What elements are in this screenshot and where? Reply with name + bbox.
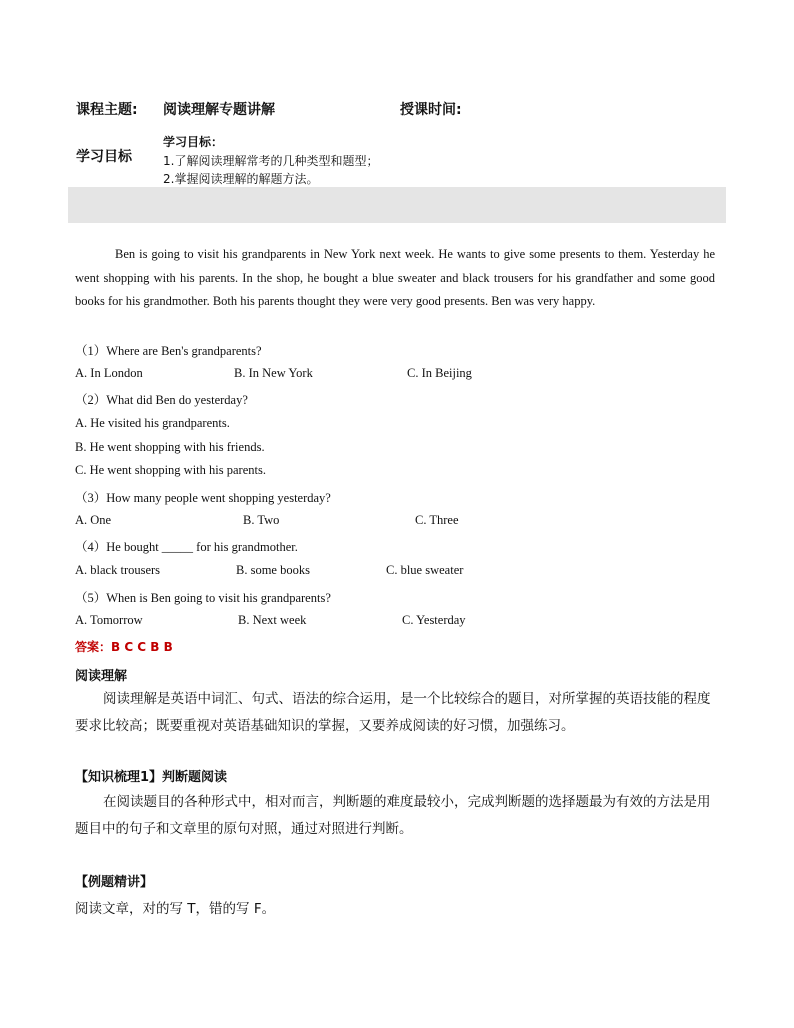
section-reading-body: 阅读理解是英语中词汇、句式、语法的综合运用，是一个比较综合的题目，对所掌握的英语技能的程度要求比较高；既要重视对英语基础知识的掌握，又要养成阅读的好习惯，加强练习。 [75,691,711,734]
question-1-option-b: B. In New York [234,366,313,380]
question-4-option-c: C. blue sweater [386,563,464,577]
header-divider-band [68,187,726,223]
question-5: （5）When is Ben going to visit his grandparents? [75,591,331,605]
section-reading-title: 阅读理解 [75,669,128,684]
course-topic-label: 课程主题: [76,102,138,118]
question-3: （3）How many people went shopping yesterday? [75,491,331,505]
question-5-option-c: C. Yesterday [402,613,466,627]
question-5-option-a: A. Tomorrow [75,613,143,627]
question-3-option-c: C. Three [415,513,459,527]
section-example-title: 【例题精讲】 [75,875,154,890]
section-example-instruction: 阅读文章，对的写 T，错的写 F。 [75,901,276,917]
section-knowledge-body: 在阅读题目的各种形式中，相对而言，判断题的难度最较小，完成判断题的选择题最为有效的方法是用题目中的句子和文章里的原句对照，通过对照进行判断。 [75,794,711,837]
question-1-option-c: C. In Beijing [407,366,472,380]
question-2-option-b: B. He went shopping with his friends. [75,440,265,454]
question-5-option-b: B. Next week [238,613,307,627]
learning-goal-1: 1.了解阅读理解常考的几种类型和题型； [163,154,379,168]
question-4-option-a: A. black trousers [75,563,161,577]
answer-key: 答案：B C C B B [75,640,173,654]
question-2-option-a: A. He visited his grandparents. [75,416,230,430]
section-knowledge-title: 【知识梳理1】判断题阅读 [75,770,228,785]
question-2: （2）What did Ben do yesterday? [75,393,248,407]
learning-goals-title: 学习目标： [163,135,224,149]
question-4: （4）He bought _____ for his grandmother. [75,540,298,554]
question-4-option-b: B. some books [236,563,310,577]
learning-goals-label: 学习目标 [76,149,132,165]
question-3-option-a: A. One [75,513,112,527]
reading-passage: Ben is going to visit his grandparents in New York next week. He wants to give some presents to them. Yesterday he went shopping with his parents. In the shop, he bought a blue sweater and black trousers for his grandfather and some good books for his grandmother. Both his parents thought they were very good presents. Ben was very happy. [75,247,715,308]
question-1-option-a: A. In London [75,366,143,380]
course-topic-value: 阅读理解专题讲解 [163,102,275,118]
class-time-label: 授课时间: [400,102,462,118]
learning-goal-2: 2.掌握阅读理解的解题方法。 [163,172,319,186]
question-3-option-b: B. Two [243,513,280,527]
question-1: （1）Where are Ben's grandparents? [75,344,262,358]
question-2-option-c: C. He went shopping with his parents. [75,463,266,477]
